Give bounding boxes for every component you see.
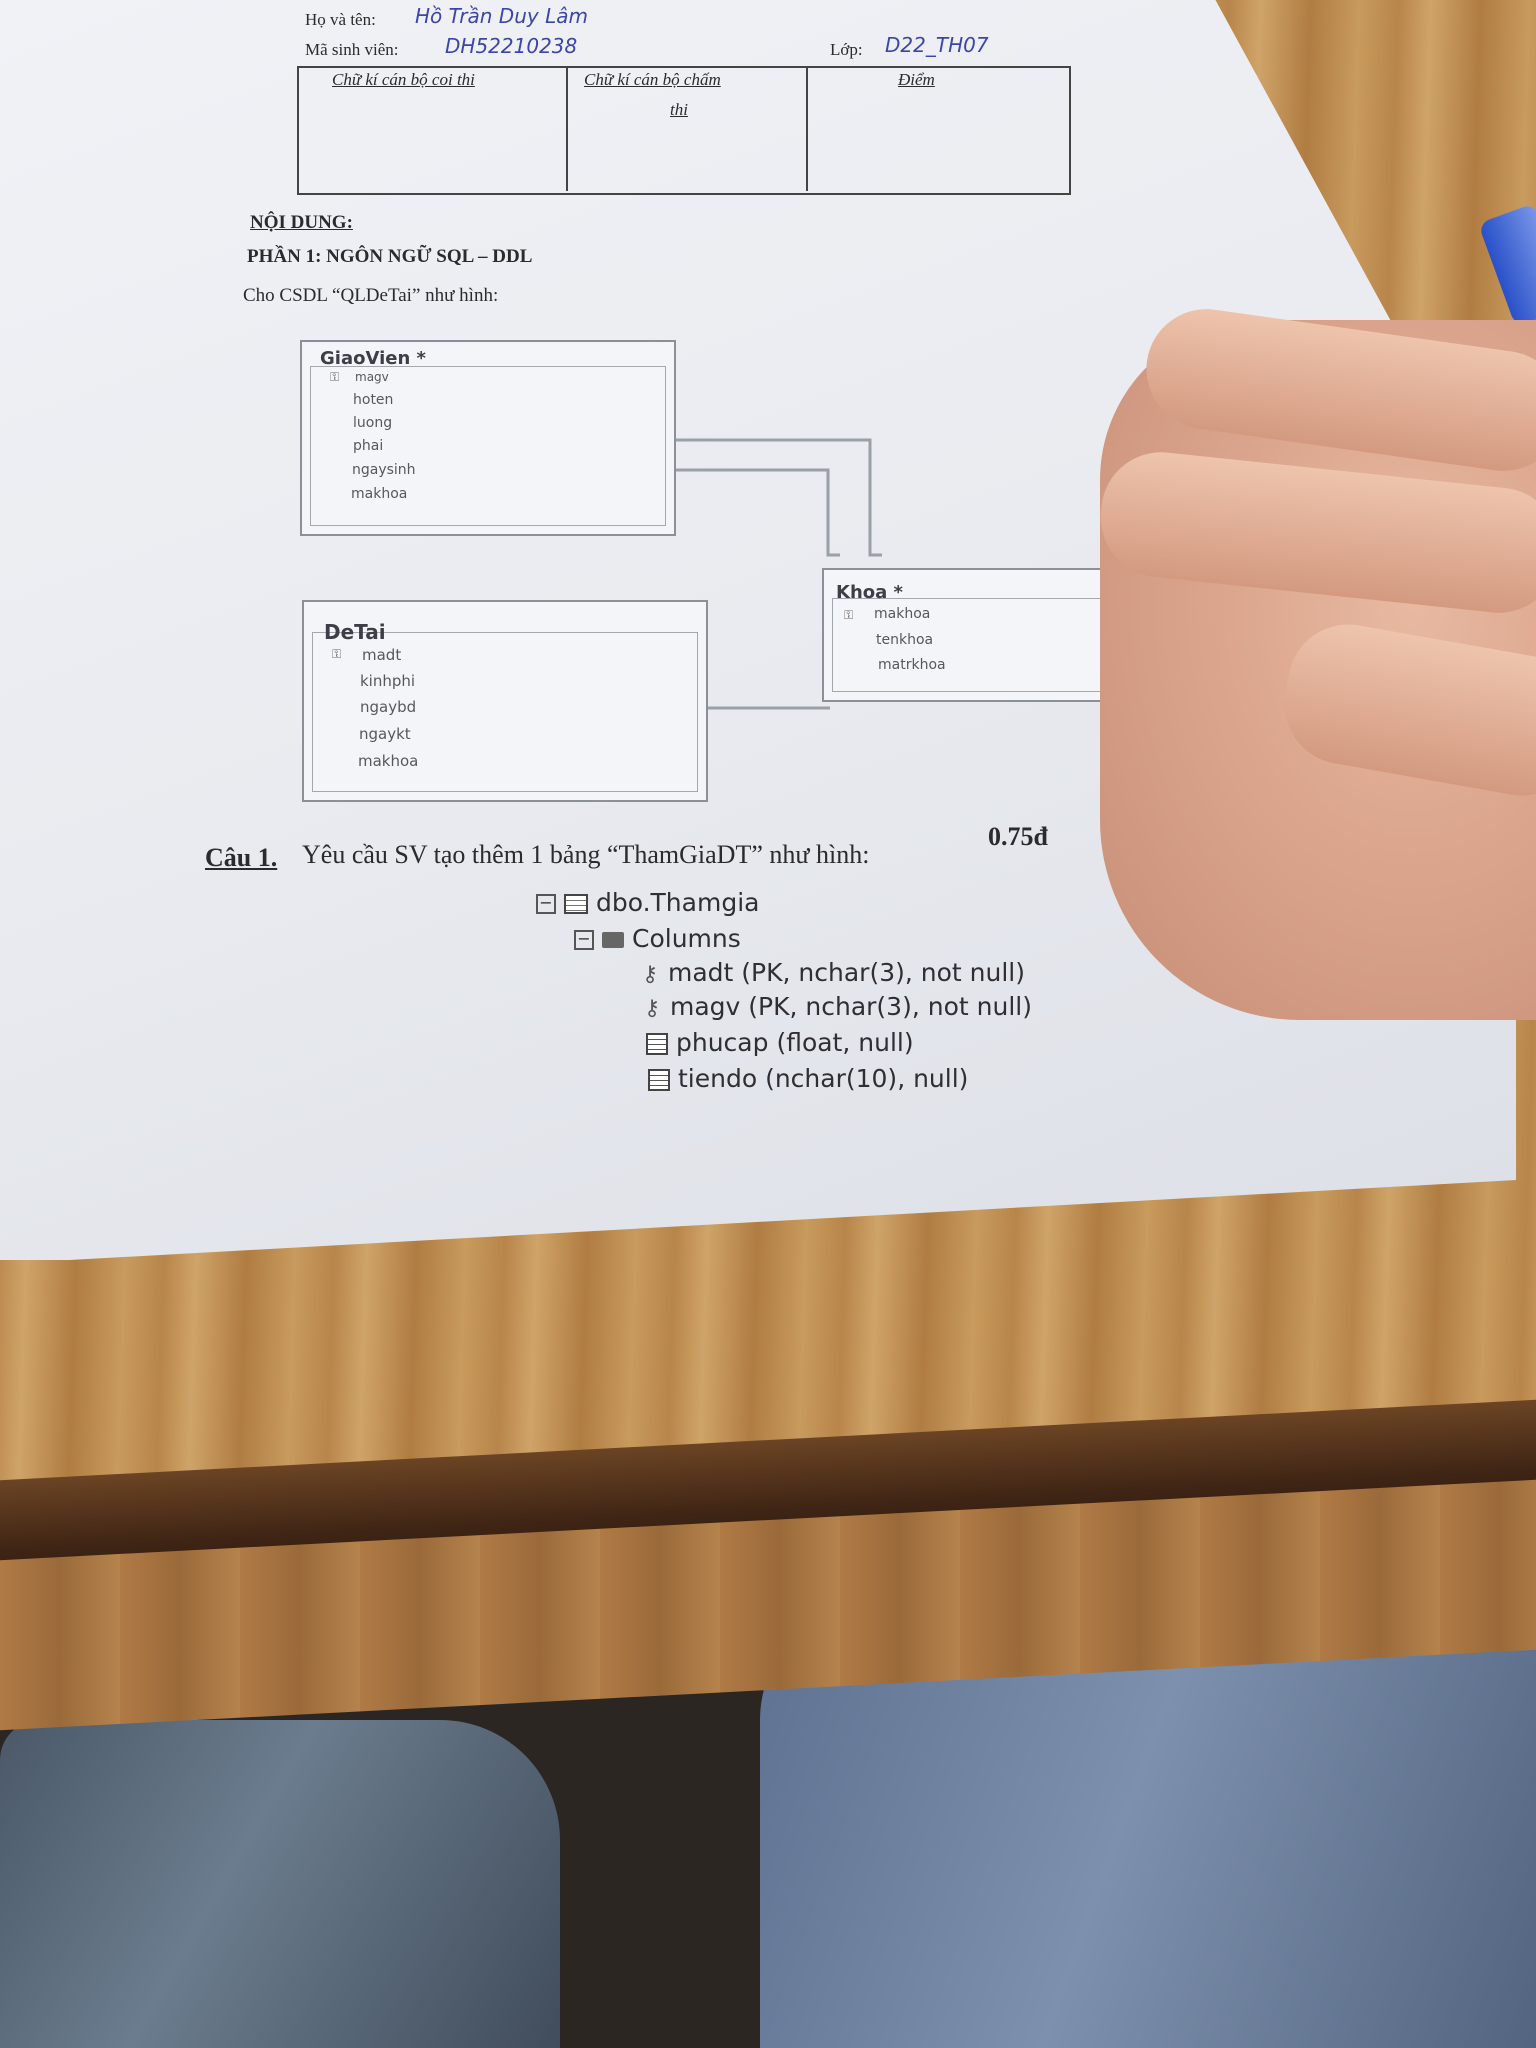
signature-col-proctor: Chữ kí cán bộ coi thi xyxy=(332,70,475,89)
tree-column-madt[interactable] xyxy=(642,958,1025,987)
table-name: dbo.Thamgia xyxy=(596,888,760,917)
giaovien-khoa-link-2 xyxy=(670,470,840,555)
class-label: Lớp: xyxy=(830,40,863,59)
tree-columns-folder[interactable] xyxy=(574,924,741,953)
giaovien-col-ngaysinh: ngaysinh xyxy=(352,462,416,478)
collapse-icon[interactable]: − xyxy=(574,930,594,950)
signature-col-score: Điểm xyxy=(898,70,935,89)
folder-icon xyxy=(602,932,624,948)
table-icon xyxy=(564,894,588,914)
detai-title: DeTai xyxy=(324,620,386,644)
giaovien-col-makhoa: makhoa xyxy=(351,486,408,502)
primary-key-icon: ⚿ xyxy=(332,647,342,661)
column-madt-text: madt (PK, nchar(3), not null) xyxy=(668,958,1025,987)
column-tiendo-text: tiendo (nchar(10), null) xyxy=(678,1064,969,1093)
signature-col-grader-2: thi xyxy=(670,100,688,119)
giaovien-title: GiaoVien * xyxy=(320,348,426,369)
question-text: Yêu cầu SV tạo thêm 1 bảng “ThamGiaDT” như hình: xyxy=(302,840,870,869)
detai-col-madt: madt xyxy=(362,646,402,664)
giaovien-col-hoten: hoten xyxy=(353,392,394,408)
column-icon xyxy=(646,1033,668,1055)
giaovien-khoa-link-1 xyxy=(670,440,882,555)
detai-col-ngaykt: ngaykt xyxy=(359,725,411,743)
signature-col-grader-1: Chữ kí cán bộ chấm xyxy=(584,70,721,89)
key-icon: ⚷ xyxy=(642,962,659,987)
detai-col-ngaybd: ngaybd xyxy=(360,698,417,716)
khoa-title: Khoa * xyxy=(836,582,903,603)
question-points: 0.75đ xyxy=(988,822,1048,851)
intro-text: Cho CSDL “QLDeTai” như hình: xyxy=(243,285,499,306)
noi-dung-heading: NỘI DUNG: xyxy=(250,212,353,233)
question-label: Câu 1. xyxy=(205,843,278,872)
giaovien-col-magv: magv xyxy=(355,370,389,384)
primary-key-icon: ⚿ xyxy=(844,608,854,622)
khoa-col-tenkhoa: tenkhoa xyxy=(876,632,934,648)
giaovien-col-phai: phai xyxy=(353,438,384,454)
name-label: Họ và tên: xyxy=(305,10,376,29)
part-title: PHẦN 1: NGÔN NGỮ SQL – DDL xyxy=(247,246,533,267)
column-magv-text: magv (PK, nchar(3), not null) xyxy=(670,992,1032,1021)
column-icon xyxy=(648,1069,670,1091)
tree-column-magv[interactable] xyxy=(644,992,1032,1021)
collapse-icon[interactable]: − xyxy=(536,894,556,914)
detai-col-kinhphi: kinhphi xyxy=(360,672,416,690)
khoa-col-matrkhoa: matrkhoa xyxy=(878,657,946,673)
class-value: D22_TH07 xyxy=(885,33,989,57)
giaovien-col-luong: luong xyxy=(353,415,393,431)
key-icon: ⚷ xyxy=(644,996,661,1021)
primary-key-icon: ⚿ xyxy=(330,370,340,384)
tree-column-tiendo[interactable] xyxy=(648,1064,968,1093)
column-phucap-text: phucap (float, null) xyxy=(676,1028,914,1057)
detai-col-makhoa: makhoa xyxy=(358,752,419,770)
student-id-label: Mã sinh viên: xyxy=(305,40,399,59)
khoa-col-makhoa: makhoa xyxy=(874,606,931,622)
tree-table-node[interactable] xyxy=(536,888,759,917)
name-value: Hồ Trần Duy Lâm xyxy=(415,4,588,28)
columns-folder-label: Columns xyxy=(632,924,741,953)
student-id-value: DH52210238 xyxy=(445,34,578,58)
tree-column-phucap[interactable] xyxy=(646,1028,914,1057)
